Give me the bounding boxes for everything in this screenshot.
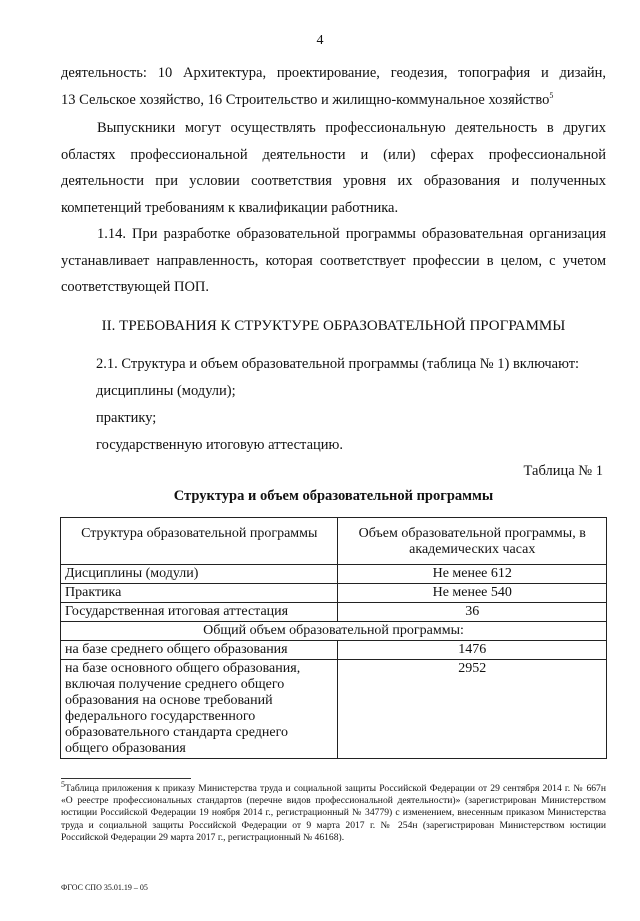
row-value: 2952 bbox=[338, 660, 607, 759]
paragraph-activities-line-2 bbox=[61, 87, 606, 114]
row-label: Дисциплины (модули) bbox=[61, 565, 338, 584]
row-value: 36 bbox=[338, 603, 607, 622]
header-structure: Структура образовательной программы bbox=[61, 518, 338, 565]
page-number: 4 bbox=[316, 33, 324, 48]
paragraph-activities-text: 13 Сельское хозяйство, 16 Строительство и жилищно-коммунальное хозяйство bbox=[61, 91, 550, 108]
paragraph-1-14: 1.14. При разработке образовательной программы образовательная организация устанавливает направленность, которая соответствует профессии в целом, с учетом соответствующей ПОП. bbox=[61, 226, 606, 295]
structure-table bbox=[60, 517, 607, 759]
table-row bbox=[61, 641, 607, 660]
total-label: Общий объем образовательной программы: bbox=[61, 622, 607, 641]
footnote-reference: 5 bbox=[549, 90, 554, 100]
list-item: государственную итоговую аттестацию. bbox=[96, 437, 343, 453]
list-item: дисциплины (модули); bbox=[96, 383, 236, 399]
table-row bbox=[61, 660, 607, 759]
table-header-row bbox=[61, 518, 607, 565]
footnote-text: Таблица приложения к приказу Министерства труда и социальной защиты Российской Федерации от 29 сентября 2014 г. № 667н «О реестре профессиональных стандартов (перечне видов профессиональной деятельности)» (зарегистрирован Министерством юстиции Российской Федерации 19 ноября 2014 г., регистрационный № 34779) с изменением, внесенным приказом Министерства труда и социальной защиты Российской Федерации от 9 марта 2017 г. № 254н (зарегистрирован Министерством юстиции Российской Федерации 29 марта 2017 г., регистрационный № 46168). bbox=[61, 783, 606, 843]
document-code: ФГОС СПО 35.01.19 – 05 bbox=[61, 883, 148, 892]
table-total-row bbox=[61, 622, 607, 641]
row-label: на базе основного общего образования, включая получение среднего общего образования на основе требований федерального государственного образовательного стандарта среднего общего образования bbox=[61, 660, 338, 759]
footnote bbox=[61, 779, 606, 844]
header-volume: Объем образовательной программы, в академических часах bbox=[338, 518, 607, 565]
paragraph-activities-line-1: деятельность: 10 Архитектура, проектирование, геодезия, топография и дизайн, bbox=[61, 65, 606, 81]
table-title: Структура и объем образовательной программы bbox=[173, 488, 494, 504]
table-row bbox=[61, 584, 607, 603]
row-label: Государственная итоговая аттестация bbox=[61, 603, 338, 622]
paragraph-activities bbox=[61, 60, 606, 113]
table-number: Таблица № 1 bbox=[523, 463, 603, 479]
paragraph-graduates: Выпускники могут осуществлять профессиональную деятельность в других областях профессиональной деятельности и (или) сферах профессиональной деятельности при условии соответствия уровня их образования и полученных компетенций требованиям к квалификации работника. bbox=[61, 120, 606, 216]
row-value: 1476 bbox=[338, 641, 607, 660]
table-row bbox=[61, 603, 607, 622]
row-label: Практика bbox=[61, 584, 338, 603]
table-row bbox=[61, 565, 607, 584]
row-value: Не менее 540 bbox=[338, 584, 607, 603]
footnote-mark: 5 bbox=[61, 779, 65, 789]
footnote-divider bbox=[61, 778, 191, 779]
section-heading: II. ТРЕБОВАНИЯ К СТРУКТУРЕ ОБРАЗОВАТЕЛЬНОЙ ПРОГРАММЫ bbox=[101, 318, 566, 334]
list-item: практику; bbox=[96, 410, 157, 426]
row-value: Не менее 612 bbox=[338, 565, 607, 584]
list-intro: 2.1. Структура и объем образовательной программы (таблица № 1) включают: bbox=[96, 356, 580, 372]
row-label: на базе среднего общего образования bbox=[61, 641, 338, 660]
